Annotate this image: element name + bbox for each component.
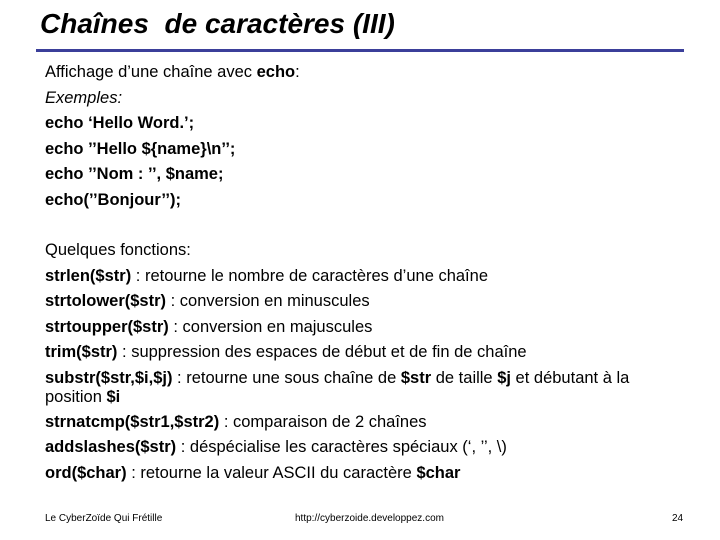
function-substr <box>45 366 685 410</box>
function-name: substr($str,$i,$j) <box>45 368 173 387</box>
function-desc: : conversion en minuscules <box>166 292 370 310</box>
function-strlen <box>45 264 685 290</box>
footer-url: http://cyberzoide.developpez.com <box>295 513 444 524</box>
slide-body <box>45 60 685 486</box>
function-ord <box>45 461 685 487</box>
functions-heading: Quelques fonctions: <box>45 241 191 259</box>
page-number: 24 <box>672 513 684 524</box>
function-name: strnatcmp($str1,$str2) <box>45 412 220 431</box>
function-desc: : comparaison de 2 chaînes <box>219 412 427 431</box>
echo-intro-text: Affichage d’une chaîne avec <box>45 63 257 81</box>
function-name: strtolower($str) <box>45 292 167 310</box>
example-line-3: echo ’’Nom : ’’, $name; <box>45 165 224 183</box>
function-name: strtoupper($str) <box>45 317 169 336</box>
function-desc: : conversion en majuscules <box>168 317 373 336</box>
function-trim <box>45 340 685 366</box>
param-str: $str <box>400 368 432 387</box>
function-desc: : retourne une sous chaîne de <box>172 368 401 387</box>
echo-intro-colon: : <box>295 63 300 81</box>
function-strnatcmp <box>45 410 685 436</box>
function-desc: : déspécialise les caractères spéciaux (‘, ’’, \) <box>176 438 507 456</box>
example-line-2: echo ’’Hello ${name}\n’’; <box>45 139 236 158</box>
function-desc: : retourne le nombre de caractères d’une chaîne <box>131 266 488 285</box>
slide-title: Chaînes de caractères (III) <box>40 8 395 39</box>
function-name: addslashes($str) <box>45 438 177 456</box>
param-j: $j <box>497 368 511 387</box>
function-name: trim($str) <box>45 343 118 361</box>
echo-intro <box>45 60 685 86</box>
footer-author: Le CyberZoïde Qui Frétille <box>45 513 163 524</box>
function-desc: : suppression des espaces de début et de fin de chaîne <box>117 343 527 361</box>
function-addslashes <box>45 435 685 461</box>
param-char: $char <box>416 463 461 482</box>
title-underline <box>36 49 684 52</box>
function-desc: de taille <box>431 368 498 387</box>
example-line-4: echo(’’Bonjour’’); <box>45 190 181 209</box>
function-name: strlen($str) <box>45 266 132 285</box>
function-desc: et débutant à la position <box>45 368 630 406</box>
section-spacer <box>45 213 685 238</box>
example-line-1: echo ‘Hello Word.’; <box>45 114 195 132</box>
function-name: ord($char) <box>45 463 127 482</box>
function-strtolower <box>45 289 685 315</box>
examples-label: Exemples: <box>45 88 123 107</box>
function-desc: : retourne la valeur ASCII du caractère <box>126 463 417 482</box>
function-strtoupper <box>45 315 685 341</box>
param-i: $i <box>106 387 121 406</box>
echo-keyword: echo <box>256 63 296 81</box>
